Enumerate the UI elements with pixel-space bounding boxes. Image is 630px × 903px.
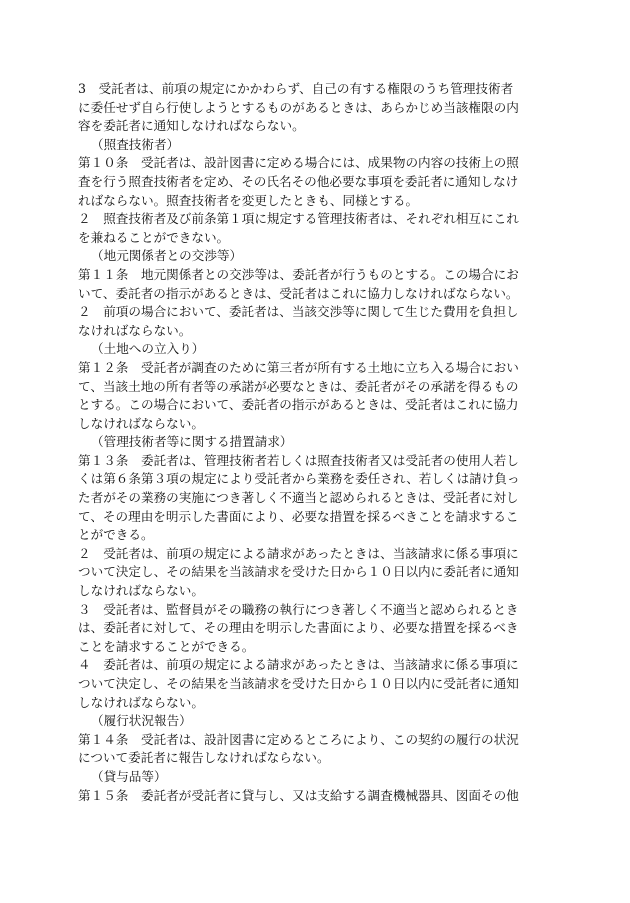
text-line: ２ 前項の場合において、委託者は、当該交渉等に関して生じた費用を負担し [78,304,519,320]
text-line: 容を委託者に通知しなければならない。 [78,118,305,134]
text-line: ２ 受託者は、前項の規定による請求があったときは、当該請求に係る事項に [78,545,519,561]
heading-text: （貸与品等） [91,768,167,784]
text-line: を兼ねることができない。 [78,229,230,245]
text-line: ればならない。照査技術者を変更したときも、同様とする。 [78,192,419,208]
text-line: とする。この場合において、委託者の指示があるときは、受託者はこれに協力 [78,397,519,413]
heading-taiyohin [78,768,556,787]
article-15 [78,787,556,806]
text-line: 第１０条 受託者は、設計図書に定める場合には、成果物の内容の技術上の照 [78,155,519,171]
heading-tochi-tachiiri [78,340,556,359]
article-11-paragraph-2 [78,303,556,340]
heading-sochi-seikyu [78,433,556,452]
text-line: しなければならない。 [78,583,204,599]
text-line: とができる。 [78,527,154,543]
heading-text: （照査技術者） [91,136,180,152]
text-line: て、その理由を明示した書面により、必要な措置を採るべきことを請求するこ [78,508,519,524]
text-line: しなければならない。 [78,415,204,431]
article-13-paragraph-2 [78,545,556,601]
text-line: は、委託者に対して、その理由を明示した書面により、必要な措置を採るべき [78,620,519,636]
paragraph-3 [78,80,556,136]
text-line: 第１４条 受託者は、設計図書に定めるところにより、この契約の履行の状況 [78,731,519,747]
text-line: しなければならない。 [78,694,204,710]
text-line: なければならない。 [78,322,192,338]
heading-text: （地元関係者との交渉等） [91,248,243,264]
article-14 [78,731,556,768]
article-10-paragraph-2 [78,210,556,247]
text-line: ４ 委託者は、前項の規定による請求があったときは、当該請求に係る事項に [78,657,519,673]
article-13 [78,452,556,545]
text-line: 第１５条 委託者が受託者に貸与し、又は支給する調査機械器具、図面その他 [78,787,519,803]
article-10 [78,154,556,210]
text-line: て、当該土地の所有者等の承諾が必要なときは、委託者がその承諾を得るもの [78,378,519,394]
text-line: 3 受託者は、前項の規定にかかわらず、自己の有する権限のうち管理技術者 [78,81,514,96]
text-line: ついて決定し、その結果を当該請求を受けた日から１０日以内に委託者に通知 [78,564,519,580]
text-line: について委託者に報告しなければならない。 [78,750,330,766]
text-line: た者がその業務の実施につき著しく不適当と認められるときは、受託者に対し [78,490,519,506]
heading-jimoto-kankeisha [78,247,556,266]
text-line: ２ 照査技術者及び前条第１項に規定する管理技術者は、それぞれ相互にこれ [78,211,519,227]
text-line: 査を行う照査技術者を定め、その氏名その他必要な事項を委託者に通知しなけ [78,173,519,189]
text-line: 第１３条 委託者は、管理技術者若しくは照査技術者又は受託者の使用人若し [78,452,519,468]
heading-text: （管理技術者等に関する措置請求） [91,434,293,450]
article-12 [78,359,556,433]
article-13-paragraph-4 [78,656,556,712]
text-line: に委任せず自ら行使しようとするものがあるときは、あらかじめ当該権限の内 [78,99,519,115]
text-line: いて、委託者の指示があるときは、受託者はこれに協力しなければならない。 [78,285,519,301]
text-line: 第１１条 地元関係者との交渉等は、委託者が行うものとする。この場合にお [78,266,519,282]
text-line: ３ 受託者は、監督員がその職務の執行につき著しく不適当と認められるとき [78,601,519,617]
heading-shousa-gijutsusha [78,136,556,155]
article-11 [78,266,556,303]
heading-rikou-joukyou [78,712,556,731]
document-body [78,80,556,805]
text-line: 第１２条 受託者が調査のために第三者が所有する土地に立ち入る場合におい [78,359,519,375]
text-line: くは第６条第３項の規定により受託者から業務を委任され、若しくは請け負っ [78,471,520,487]
text-line: ついて決定し、その結果を当該請求を受けた日から１０日以内に受託者に通知 [78,676,519,691]
text-line: ことを請求することができる。 [78,638,255,654]
article-13-paragraph-3 [78,601,556,657]
heading-text: （履行状況報告） [91,713,192,729]
heading-text: （土地への立入り） [91,341,205,357]
